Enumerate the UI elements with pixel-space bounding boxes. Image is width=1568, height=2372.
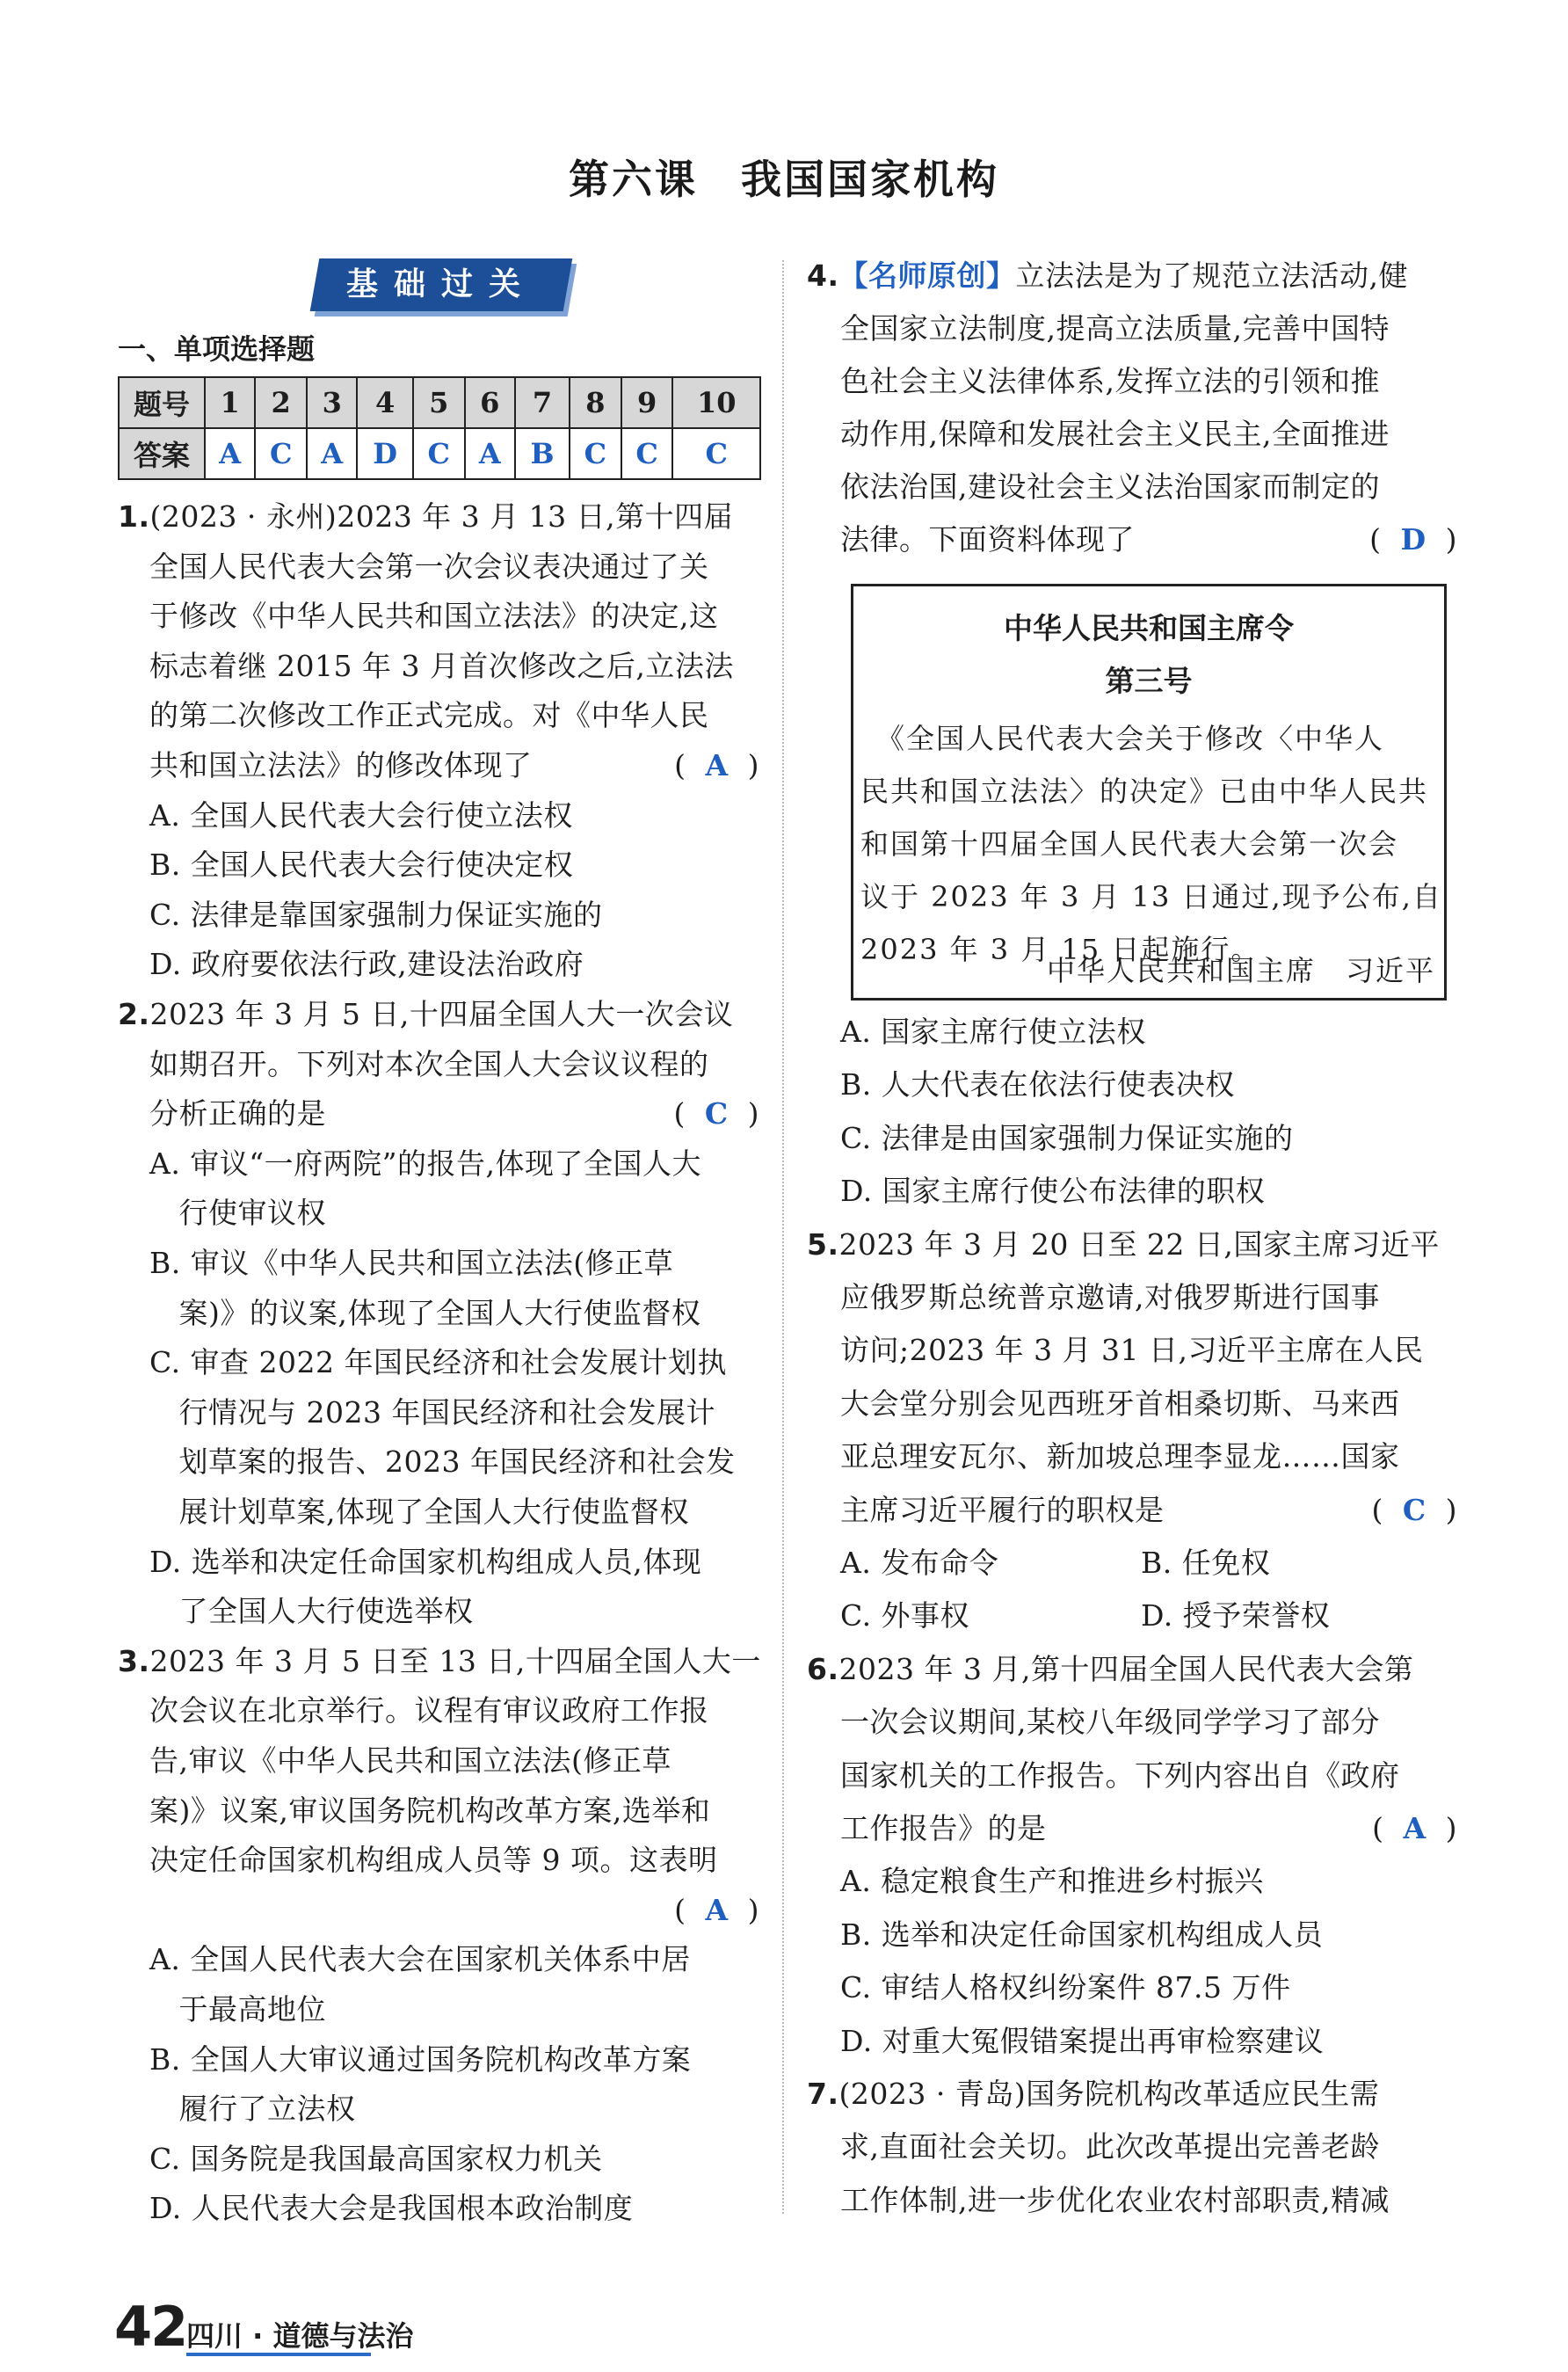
text-line (807, 1544, 1457, 1583)
text-line (807, 1385, 1457, 1423)
text-line (118, 696, 759, 735)
text-line (118, 1841, 759, 1880)
answer-table-number: 5 (413, 377, 465, 428)
line-text: 2023 年 3 月 5 日,十四届全国人大一次会议 (149, 997, 734, 1031)
answer-table-number: 2 (255, 377, 307, 428)
line-text: 于最高地位 (149, 1992, 326, 2026)
footer-underline (186, 2353, 371, 2356)
text-line (118, 498, 759, 536)
answer-bracket: ( A ) (674, 748, 759, 782)
text-line (118, 797, 759, 835)
text-line (807, 2181, 1457, 2220)
text-line (807, 1809, 1457, 1848)
text-line (118, 1692, 759, 1730)
question-number: 5. (807, 1226, 839, 1262)
answer-table-answer: C (255, 428, 307, 479)
answer-table-header-answer: 答案 (119, 428, 205, 479)
text-line (807, 415, 1457, 454)
answer-value: C (704, 1096, 729, 1131)
question-number: 2. (118, 997, 150, 1031)
page-title: 第六课 我国国家机构 (569, 156, 999, 203)
line-text: 应俄罗斯总统普京邀请,对俄罗斯进行国事 (840, 1280, 1380, 1314)
text-line (118, 1940, 759, 1979)
line-text: C. 法律是由国家强制力保证实施的 (840, 1120, 1294, 1155)
line-text: 求,直面社会关切。此次改革提出完善老龄 (840, 2129, 1380, 2165)
line-text: D. 对重大冤假错案提出再审检察建议 (840, 2023, 1325, 2058)
text-line (118, 1244, 759, 1283)
line-text: 行情况与 2023 年国民经济和社会发展计 (149, 1394, 715, 1430)
line-text: D. 政府要依法行政,建设法治政府 (149, 947, 584, 982)
text-line (118, 2090, 759, 2128)
text-line (118, 1294, 759, 1333)
text-line (807, 1650, 1457, 1689)
decree-line: 和国第十四届全国人民代表大会第一次会 (860, 827, 1399, 861)
text-line (118, 1393, 759, 1432)
line-text: 依法治国,建设社会主义法治国家而制定的 (840, 469, 1380, 504)
line-text: 案)》议案,审议国务院机构改革方案,选举和 (149, 1793, 711, 1828)
decree-signature: 中华人民共和国主席 习近平 (1046, 954, 1435, 987)
answer-table-number: 3 (307, 377, 357, 428)
decree-number: 第三号 (1105, 664, 1193, 698)
line-text: C. 国务院是我国最高国家权力机关 (149, 2141, 603, 2176)
answer-value: D (1400, 522, 1426, 557)
text-line (118, 1592, 759, 1631)
question-number: 6. (807, 1651, 839, 1686)
text-line (807, 520, 1457, 559)
line-text: 划草案的报告、2023 年国民经济和社会发 (149, 1444, 736, 1480)
line-text: 2023 年 3 月,第十四届全国人民代表大会第 (838, 1651, 1414, 1686)
line-text: 案)》的议案,体现了全国人大行使监督权 (149, 1295, 701, 1330)
text-line (118, 1990, 759, 2029)
answer-table-answer: B (515, 428, 570, 479)
decree-line: 议于 2023 年 3 月 13 日通过,现予公布,自 (860, 880, 1442, 913)
line-text: 工作报告》的是 (840, 1811, 1047, 1845)
text-line (118, 846, 759, 884)
answer-table-number: 6 (465, 377, 515, 428)
answer-table-answer: C (413, 428, 465, 479)
line-text: 决定任命国家机构组成人员等 9 项。这表明 (149, 1843, 718, 1878)
answer-value: A (705, 748, 729, 782)
text-line (118, 647, 759, 686)
line-text: 工作体制,进一步优化农业农村部职责,精减 (840, 2182, 1390, 2217)
text-line (807, 1013, 1457, 1051)
text-line (118, 1742, 759, 1780)
text-line (118, 1343, 759, 1382)
line-text: C. 外事权 (840, 1598, 970, 1633)
line-text: D. 国家主席行使公布法律的职权 (840, 1174, 1266, 1209)
section-tag: 基础过关 (310, 258, 573, 311)
line-text: A. 审议“一府两院”的报告,体现了全国人大 (149, 1146, 702, 1181)
line-text: B. 全国人大审议通过国务院机构改革方案 (149, 2041, 692, 2077)
line-text: 的第二次修改工作正式完成。对《中华人民 (149, 698, 709, 733)
line-text: 如期召开。下列对本次全国人大会议议程的 (149, 1046, 709, 1081)
line-text: 行使审议权 (149, 1196, 326, 1231)
decree-line: 《全国人民代表大会关于修改〈中华人 (860, 722, 1385, 755)
line-text: 色社会主义法律体系,发挥立法的引领和推 (840, 364, 1380, 398)
text-line (807, 1331, 1457, 1370)
line-text: A. 国家主席行使立法权 (840, 1015, 1146, 1049)
line-text: 大会堂分别会见西班牙首相桑切斯、马来西 (840, 1386, 1400, 1421)
text-line (807, 1278, 1457, 1317)
line-text: 2023 年 3 月 20 日至 22 日,国家主席习近平 (838, 1226, 1440, 1262)
text-line (118, 1792, 759, 1830)
page-number: 42 (114, 2295, 187, 2359)
text-line (807, 1703, 1457, 1742)
answer-value: A (705, 1892, 729, 1927)
text-line (807, 309, 1457, 348)
original-tag: 【名师原创】 (838, 258, 1016, 293)
text-line (118, 1493, 759, 1532)
text-line (118, 2189, 759, 2228)
line-text: 动作用,保障和发展社会主义民主,全面推进 (840, 417, 1390, 451)
text-line (807, 1066, 1457, 1104)
line-text: 立法法是为了规范立法活动,健 (1015, 258, 1408, 293)
line-text: 履行了立法权 (149, 2092, 356, 2127)
answer-bracket: ( D ) (1369, 522, 1457, 557)
answer-value: C (1402, 1492, 1426, 1527)
decree-title: 中华人民共和国主席令 (1004, 611, 1294, 645)
line-text: 告,审议《中华人民共和国立法法(修正草 (149, 1743, 671, 1778)
text-line (807, 1916, 1457, 1954)
line-text: (2023 · 青岛)国务院机构改革适应民生需 (838, 2077, 1380, 2111)
text-line (807, 2022, 1457, 2061)
text-line (807, 1491, 1457, 1530)
line-text: (2023 · 永州)2023 年 3 月 13 日,第十四届 (149, 499, 734, 534)
line-text: B. 审议《中华人民共和国立法法(修正草 (149, 1246, 674, 1280)
text-line (118, 597, 759, 636)
line-text: 全国人民代表大会第一次会议表决通过了关 (149, 549, 709, 584)
text-line (807, 1119, 1457, 1158)
text-line (118, 1045, 759, 1084)
line-text: 访问;2023 年 3 月 31 日,习近平主席在人民 (840, 1333, 1424, 1368)
text-line (807, 1437, 1457, 1476)
text-line (807, 257, 1457, 295)
text-line (118, 1145, 759, 1183)
text-line (118, 1543, 759, 1582)
line-text: 次会议在北京举行。议程有审议政府工作报 (149, 1693, 709, 1728)
line-text: 2023 年 3 月 5 日至 13 日,十四届全国人大一 (149, 1643, 761, 1678)
line-text: A. 全国人民代表大会行使立法权 (149, 797, 573, 833)
text-line (118, 1642, 759, 1681)
answer-table-answer: A (205, 428, 255, 479)
answer-table-number: 8 (570, 377, 621, 428)
answer-table-answer: C (621, 428, 673, 479)
text-line (118, 896, 759, 935)
decree-line: 2023 年 3 月 15 日起施行。 (860, 933, 1261, 966)
answer-value: A (1403, 1811, 1426, 1845)
line-text: C. 法律是靠国家强制力保证实施的 (149, 897, 603, 932)
decree-line: 民共和国立法法〉的决定》已由中华人民共 (860, 775, 1429, 808)
text-line (807, 362, 1457, 401)
text-line (807, 1968, 1457, 2007)
answer-table-number: 9 (621, 377, 673, 428)
section-heading: 一、单项选择题 (118, 332, 316, 366)
text-line (807, 1597, 1457, 1635)
text-line (118, 995, 759, 1034)
line-text: B. 人大代表在依法行使表决权 (840, 1067, 1235, 1102)
text-line (118, 548, 759, 586)
line-text: 国家机关的工作报告。下列内容出自《政府 (840, 1757, 1400, 1793)
answer-table-answer: A (307, 428, 357, 479)
line-text: D. 人民代表大会是我国根本政治制度 (149, 2191, 634, 2226)
line-text-option2: D. 授予荣誉权 (1141, 1598, 1331, 1633)
text-line (807, 1862, 1457, 1901)
text-line (118, 1194, 759, 1233)
line-text: 共和国立法法》的修改体现了 (149, 748, 533, 782)
text-line (118, 746, 759, 785)
line-text: B. 全国人民代表大会行使决定权 (149, 848, 574, 883)
line-text-option2: B. 任免权 (1141, 1546, 1271, 1580)
line-text: A. 发布命令 (840, 1546, 999, 1580)
text-line (118, 2140, 759, 2179)
text-line (807, 1757, 1457, 1795)
line-text: C. 审查 2022 年国民经济和社会发展计划执 (149, 1345, 728, 1380)
text-line (807, 2075, 1457, 2114)
decree-box (851, 584, 1447, 1000)
question-number: 3. (118, 1643, 150, 1678)
line-text: 法律。下面资料体现了 (840, 522, 1135, 557)
text-line (118, 1443, 759, 1481)
line-text: 了全国人大行使选举权 (149, 1594, 474, 1629)
text-line (807, 1172, 1457, 1211)
line-text: 一次会议期间,某校八年级同学学习了部分 (840, 1705, 1380, 1740)
line-text: 亚总理安瓦尔、新加坡总理李显龙……国家 (840, 1439, 1400, 1474)
answer-table-answer: C (672, 428, 760, 479)
text-line (118, 1095, 759, 1133)
answer-table (118, 376, 761, 480)
answer-bracket: ( C ) (673, 1096, 759, 1131)
answer-table-number: 1 (205, 377, 255, 428)
line-text: 于修改《中华人民共和国立法法》的决定,这 (149, 599, 719, 634)
line-text: B. 选举和决定任命国家机构组成人员 (840, 1917, 1324, 1952)
answer-table-number: 10 (672, 377, 760, 428)
line-text: 展计划草案,体现了全国人大行使监督权 (149, 1495, 689, 1529)
line-text: 分析正确的是 (149, 1096, 326, 1131)
line-text: A. 稳定粮食生产和推进乡村振兴 (840, 1864, 1264, 1899)
text-line (807, 2128, 1457, 2166)
answer-bracket: ( A ) (674, 1892, 759, 1927)
text-line (807, 468, 1457, 506)
line-text: 标志着继 2015 年 3 月首次修改之后,立法法 (149, 648, 734, 683)
answer-bracket: ( C ) (1371, 1492, 1457, 1527)
answer-table-answer: C (570, 428, 621, 479)
answer-table-header-number: 题号 (119, 377, 205, 428)
line-text: A. 全国人民代表大会在国家机关体系中居 (149, 1942, 691, 1977)
text-line (807, 1226, 1457, 1264)
text-line (118, 945, 759, 984)
answer-table-number: 4 (357, 377, 413, 428)
answer-table-number: 7 (515, 377, 570, 428)
line-text: 主席习近平履行的职权是 (840, 1492, 1165, 1527)
line-text: D. 选举和决定任命国家机构组成人员,体现 (149, 1544, 702, 1579)
answer-table-answer: D (357, 428, 413, 479)
answer-table-answer: A (465, 428, 515, 479)
question-number: 4. (807, 258, 839, 293)
column-divider (782, 260, 784, 2214)
text-line (118, 2041, 759, 2079)
footer-subject: 四川 · 道德与法治 (186, 2319, 414, 2353)
line-text: C. 审结人格权纠纷案件 87.5 万件 (840, 1970, 1291, 2005)
question-number: 1. (118, 499, 150, 534)
answer-bracket: ( A ) (1372, 1811, 1457, 1845)
line-text: 全国家立法制度,提高立法质量,完善中国特 (840, 311, 1390, 346)
question-number: 7. (807, 2077, 839, 2111)
